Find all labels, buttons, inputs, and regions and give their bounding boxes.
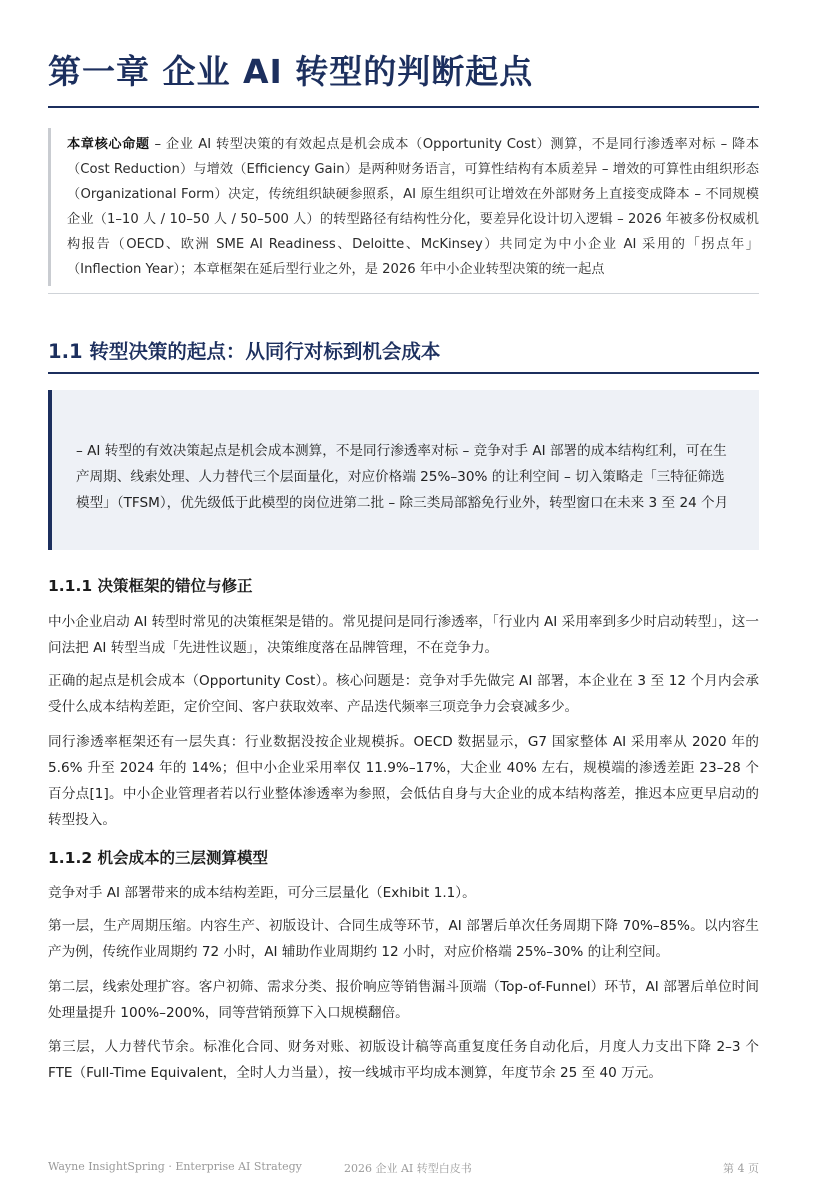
section-divider (48, 372, 759, 374)
footer-left: Wayne InsightSpring · Enterprise AI Strategy (48, 1160, 302, 1173)
paragraph: 同行渗透率框架还有一层失真：行业数据没按企业规模拆。OECD 数据显示，G7 国家整体 AI 采用率从 2020 年的 5.6% 升至 2024 年的 14%；但中小企业采用率仅 11.9%–17%，大企业 40% 左右，规模端的渗透差距 23–28 个百分点[1]。中小企业管理者若以行业整体渗透率为参照，会低估自身与大企业的成本结构落差，推迟本应更早启动的转型投入。 (48, 734, 759, 828)
paragraph: 正确的起点是机会成本（Opportunity Cost）。核心问题是：竞争对手先做完 AI 部署，本企业在 3 至 12 个月内会承受什么成本结构差距，定价空间、客户获取效率、产品迭代频率三项竞争力会衰减多少。 (48, 673, 759, 715)
core-proposition-text: – 企业 AI 转型决策的有效起点是机会成本（Opportunity Cost）测算，不是同行渗透率对标 – 降本（Cost Reduction）与增效（Efficiency Gain）是两种财务语言，可算性结构有本质差异 – 增效的可算性由组织形态（Organizational Form）决定，传统组织缺硬参照系，AI 原生组织可让增效在外部财务上直接变成降本 – 不同规模企业（1–10 人 / 10–50 人 / 50–500 人）的转型路径有结构性分化，要差异化设计切入逻辑 – 2026 年被多份权威机构报告（OECD、欧洲 SME AI Readiness、Deloitte、McKinsey）共同定为中小企业 AI 采用的「拐点年」（Inflection Year）；本章框架在延后型行业之外，是 2026 年中小企业转型决策的统一起点 (67, 137, 760, 277)
section-summary-text: – AI 转型的有效决策起点是机会成本测算，不是同行渗透率对标 – 竞争对手 AI 部署的成本结构红利，可在生产周期、线索处理、人力替代三个层面量化，对应价格端 25%–30% 的让利空间 – 切入策略走「三特征筛选模型」（TFSM），优先级低于此模型的岗位进第二批 – 除三类局部豁免行业外，转型窗口在未来 3 至 24 个月 (76, 443, 729, 511)
core-proposition-block (48, 128, 759, 286)
section-heading-1-1: 1.1 转型决策的起点：从同行对标到机会成本 (48, 340, 441, 363)
section-summary-box (48, 390, 759, 550)
paragraph: 竞争对手 AI 部署带来的成本结构差距，可分三层量化（Exhibit 1.1）。 (48, 885, 476, 901)
core-divider (48, 293, 759, 294)
footer-page-number: 第 4 页 (723, 1162, 759, 1175)
footer-center: 2026 企业 AI 转型白皮书 (344, 1162, 472, 1175)
paragraph: 第二层，线索处理扩容。客户初筛、需求分类、报价响应等销售漏斗顶端（Top-of-Funnel）环节，AI 部署后单位时间处理量提升 100%–200%，同等营销预算下入口规模翻倍。 (48, 979, 759, 1021)
paragraph: 第一层，生产周期压缩。内容生产、初版设计、合同生成等环节，AI 部署后单次任务周期下降 70%–85%。以内容生产为例，传统作业周期约 72 小时，AI 辅助作业周期约 12 小时，对应价格端 25%–30% 的让利空间。 (48, 918, 759, 960)
chapter-title: 第一章 企业 AI 转型的判断起点 (48, 52, 534, 91)
paragraph: 第三层，人力替代节余。标准化合同、财务对账、初版设计稿等高重复度任务自动化后，月度人力支出下降 2–3 个 FTE（Full-Time Equivalent，全时人力当量），按一线城市平均成本测算，年度节余 25 至 40 万元。 (48, 1039, 759, 1081)
subsection-heading-1-1-1: 1.1.1 决策框架的错位与修正 (48, 577, 253, 595)
subsection-heading-1-1-2: 1.1.2 机会成本的三层测算模型 (48, 849, 269, 867)
paragraph: 中小企业启动 AI 转型时常见的决策框架是错的。常见提问是同行渗透率，「行业内 AI 采用率到多少时启动转型」，这一问法把 AI 转型当成「先进性议题」，决策维度落在品牌管理，不在竞争力。 (48, 614, 759, 656)
chapter-divider (48, 106, 759, 108)
core-proposition-label: 本章核心命题 (67, 137, 150, 152)
